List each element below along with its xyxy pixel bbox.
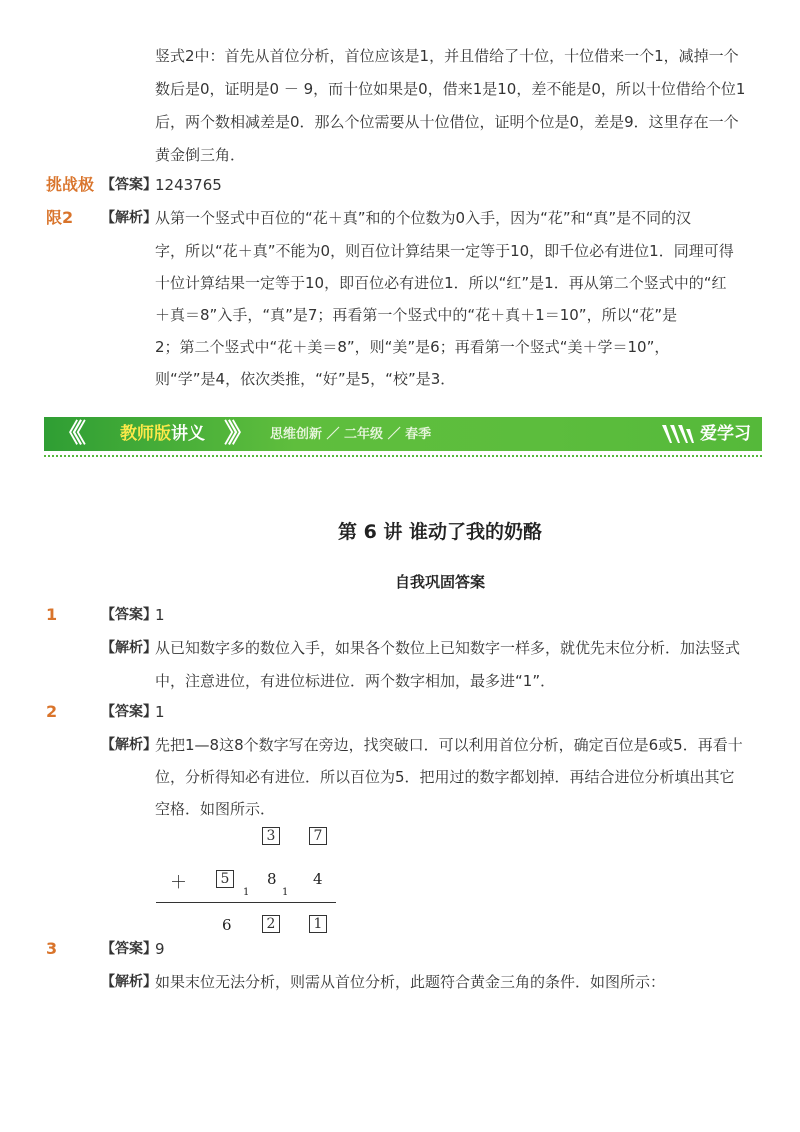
text-line: 后，两个数相减差是0．那么个位需要从十位借位，证明个位是0，差是9．这里存在一个 bbox=[155, 113, 739, 131]
answer-tag: 【答案】 bbox=[101, 941, 157, 957]
analysis-tag: 【解析】 bbox=[101, 210, 157, 226]
digit: 4 bbox=[313, 870, 323, 888]
banner-divider bbox=[44, 455, 762, 457]
carry-mark: 1 bbox=[243, 887, 250, 898]
problem-number: 2 bbox=[46, 702, 58, 721]
banner-title-part1: 教师版 bbox=[120, 424, 171, 444]
carry-mark: 1 bbox=[282, 887, 289, 898]
answer-value: 1243765 bbox=[155, 176, 222, 194]
text-line: 如果末位无法分析，则需从首位分析，此题符合黄金三角的条件．如图所示： bbox=[155, 973, 666, 991]
text-line: 中，注意进位，有进位标进位．两个数字相加，最多进“1”． bbox=[155, 672, 556, 690]
answer-value: 9 bbox=[155, 940, 165, 958]
logo-text: 爱学习 bbox=[700, 424, 751, 444]
text-line: ＋真＝8”入手，“真”是7；再看第一个竖式中的“花＋真＋1＝10”，所以“花”是 bbox=[155, 306, 678, 324]
digit: 8 bbox=[267, 870, 277, 888]
problem-number: 1 bbox=[46, 605, 58, 624]
chevron-left-icon: 《《 bbox=[56, 419, 78, 449]
challenge-label-2: 限2 bbox=[46, 208, 74, 227]
text-line: 竖式2中：首先从首位分析，首位应该是1，并且借给了十位，十位借来一个1，减掉一个 bbox=[155, 47, 739, 65]
text-line: 先把1—8这8个数字写在旁边，找突破口．可以利用首位分析，确定百位是6或5．再看十 bbox=[155, 736, 743, 754]
section-title: 自我巩固答案 bbox=[394, 573, 485, 591]
challenge-label: 挑战极 bbox=[46, 175, 95, 194]
banner-title bbox=[120, 424, 205, 444]
analysis-tag: 【解析】 bbox=[101, 640, 157, 656]
text-line: 从已知数字多的数位入手，如果各个数位上已知数字一样多，就优先末位分析．加法竖式 bbox=[155, 639, 741, 657]
text-line: 十位计算结果一定等于10，即百位必有进位1．所以“红”是1．再从第二个竖式中的“红 bbox=[155, 274, 727, 292]
text-line: 空格．如图所示． bbox=[155, 800, 276, 818]
digit-box: 7 bbox=[309, 827, 327, 845]
text-line: 2；第二个竖式中“花＋美＝8”，则“美”是6；再看第一个竖式“美＋学＝10”， bbox=[155, 338, 670, 356]
banner-title-part2: 讲义 bbox=[171, 424, 205, 444]
text-line: 则“学”是4，依次类推，“好”是5，“校”是3． bbox=[155, 370, 456, 388]
text-line: 从第一个竖式中百位的“花＋真”和的个位数为0入手，因为“花”和“真”是不同的汉 bbox=[155, 209, 692, 227]
chevron-right-icon: 》》 bbox=[224, 419, 246, 449]
digit-box: 3 bbox=[262, 827, 280, 845]
text-line: 黄金倒三角． bbox=[155, 146, 246, 164]
text-line: 字，所以“花＋真”不能为0，则百位计算结果一定等于10，即千位必有进位1．同理可得 bbox=[155, 242, 734, 260]
answer-tag: 【答案】 bbox=[101, 607, 157, 623]
digit-box: 5 bbox=[216, 870, 234, 888]
lecture-title: 第 6 讲 谁动了我的奶酪 bbox=[337, 521, 543, 543]
answer-tag: 【答案】 bbox=[101, 704, 157, 720]
answer-value: 1 bbox=[155, 606, 165, 624]
analysis-tag: 【解析】 bbox=[101, 974, 157, 990]
digit-box: 1 bbox=[309, 915, 327, 933]
digit-box: 2 bbox=[262, 915, 280, 933]
text-line: 数后是0，证明是0 － 9，而十位如果是0，借来1是10，差不能是0，所以十位借给个位1 bbox=[155, 80, 746, 98]
answer-tag: 【答案】 bbox=[101, 177, 157, 193]
plus-sign: ＋ bbox=[170, 873, 187, 893]
breadcrumb: 思维创新 ／ 二年级 ／ 春季 bbox=[270, 427, 432, 442]
answer-value: 1 bbox=[155, 703, 165, 721]
digit: 6 bbox=[222, 916, 232, 934]
analysis-tag: 【解析】 bbox=[101, 737, 157, 753]
sum-rule bbox=[156, 902, 336, 903]
header-banner bbox=[44, 417, 762, 451]
problem-number: 3 bbox=[46, 939, 58, 958]
text-line: 位，分析得知必有进位．所以百位为5．把用过的数字都划掉．再结合进位分析填出其它 bbox=[155, 768, 735, 786]
